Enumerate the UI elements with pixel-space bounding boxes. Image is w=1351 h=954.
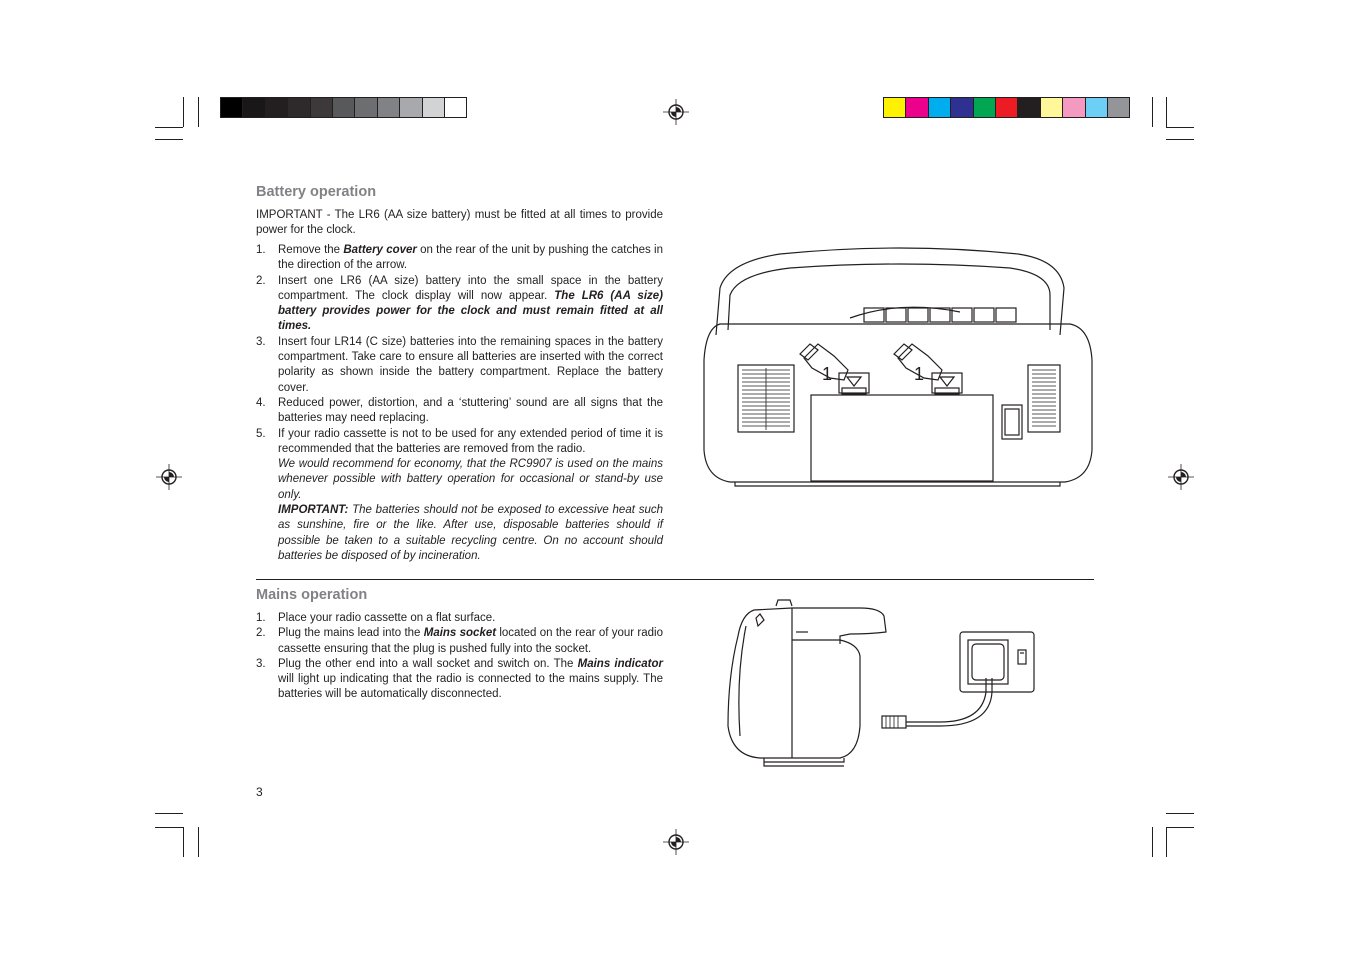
step-text: Insert four LR14 (C size) batteries into the remaining spaces in the battery compartment. Take care to ensure all batteries are inserted with the correct polarity as shown inside the battery compartment. Replace the battery cover. — [278, 335, 663, 394]
registration-mark-left — [156, 464, 182, 490]
step-number: 1. — [256, 612, 266, 624]
crop-mark — [1152, 97, 1153, 127]
calibration-swatch — [995, 97, 1018, 118]
step-text: Plug the other end into a wall socket and switch on. The — [278, 657, 578, 670]
page-number: 3 — [256, 785, 263, 799]
figure-label-1: 1 — [914, 364, 925, 384]
crop-mark — [1166, 97, 1167, 127]
step-number: 3. — [256, 657, 266, 670]
list-item — [256, 626, 663, 657]
calibration-swatch — [287, 97, 310, 118]
step-text: If your radio cassette is not to be used for any extended period of time it is recommended that the batteries are removed from the radio. — [278, 427, 663, 455]
calibration-swatch — [928, 97, 951, 118]
registration-mark-bottom — [663, 829, 689, 855]
crop-mark — [1152, 827, 1153, 857]
calibration-swatch — [422, 97, 445, 118]
list-item — [256, 657, 663, 703]
calibration-swatch — [377, 97, 400, 118]
calibration-swatch — [905, 97, 928, 118]
calibration-swatch — [265, 97, 288, 118]
step-emphasis: Mains socket — [423, 627, 497, 640]
calibration-swatch — [399, 97, 422, 118]
calibration-swatch — [1107, 97, 1130, 118]
calibration-swatch — [354, 97, 377, 118]
step-text: Insert one LR6 (AA size) battery into the small space in the battery compartment. The clock display will now appear. — [278, 274, 663, 302]
list-item — [256, 243, 663, 274]
registration-mark-right — [1168, 464, 1194, 490]
registration-mark-top — [663, 99, 689, 125]
battery-cover-illustration — [700, 240, 1100, 490]
crop-mark — [198, 827, 199, 857]
list-item — [256, 611, 663, 626]
crop-mark — [198, 97, 199, 127]
warning-label: IMPORTANT: — [278, 504, 349, 517]
crop-mark — [1166, 827, 1167, 857]
crop-mark — [155, 139, 183, 140]
calibration-swatch — [950, 97, 973, 118]
step-number: 2. — [256, 627, 266, 640]
crop-mark — [155, 127, 183, 128]
crop-mark — [1166, 139, 1194, 140]
list-item — [256, 427, 663, 565]
step-emphasis: Battery cover — [343, 244, 417, 256]
battery-intro: IMPORTANT - The LR6 (AA size battery) must be fitted at all times to provide power for the clock. — [256, 209, 663, 237]
mains-connection-illustration — [720, 596, 1040, 770]
step-emphasis: The LR6 (AA size) battery provides power for the clock and must remain fitted at all times. — [278, 289, 663, 333]
crop-mark — [183, 97, 184, 127]
step-text: will light up indicating that the radio is connected to the mains supply. The batteries will be automatically disconnected. — [278, 673, 663, 701]
mains-steps-list — [256, 611, 663, 703]
step-number: 1. — [256, 244, 266, 256]
step-emphasis: Mains indicator — [577, 657, 663, 670]
step-text: on the rear of the unit by pushing the catches in the direction of the arrow. — [278, 244, 663, 272]
crop-mark — [155, 827, 183, 828]
calibration-swatch — [332, 97, 355, 118]
crop-mark — [1166, 813, 1194, 814]
calibration-swatch — [310, 97, 333, 118]
economy-note: We would recommend for economy, that the RC9907 is used on the mains whenever possible with battery operation for occasional or stand-by use only. — [278, 458, 663, 501]
step-number: 2. — [256, 274, 266, 287]
calibration-swatch — [883, 97, 906, 118]
battery-steps-list — [256, 243, 663, 564]
step-text: Remove the — [278, 244, 344, 256]
mains-heading: Mains operation — [256, 587, 368, 603]
step-number: 4. — [256, 396, 266, 409]
calibration-swatch — [220, 97, 243, 118]
section-divider — [256, 579, 1094, 580]
calibration-swatch — [1062, 97, 1085, 118]
figure-label-1: 1 — [822, 364, 833, 384]
calibration-swatch — [973, 97, 996, 118]
step-text: Place your radio cassette on a flat surface. — [278, 612, 496, 624]
list-item — [256, 335, 663, 396]
crop-mark — [183, 827, 184, 857]
calibration-swatch — [1040, 97, 1063, 118]
crop-mark — [1166, 827, 1194, 828]
calibration-swatch — [1017, 97, 1040, 118]
list-item — [256, 396, 663, 427]
crop-mark — [1166, 127, 1194, 128]
step-text: located on the rear of your radio cassette ensuring that the plug is pushed fully into the socket. — [278, 627, 663, 655]
calibration-swatch — [1085, 97, 1108, 118]
calibration-swatch — [242, 97, 265, 118]
step-number: 5. — [256, 427, 266, 440]
step-text: Reduced power, distortion, and a ‘stuttering’ sound are all signs that the batteries may need replacing. — [278, 396, 663, 425]
warning-text: The batteries should not be exposed to excessive heat such as sunshine, fire or the like. After use, disposable batteries should if possible be taken to a suitable recycling centre. On no account should batteries be disposed of by incineration. — [278, 504, 663, 562]
crop-mark — [155, 813, 183, 814]
battery-heading: Battery operation — [256, 184, 377, 200]
step-number: 3. — [256, 335, 266, 348]
list-item — [256, 274, 663, 335]
step-text: Plug the mains lead into the — [278, 627, 424, 640]
calibration-swatch — [444, 97, 467, 118]
